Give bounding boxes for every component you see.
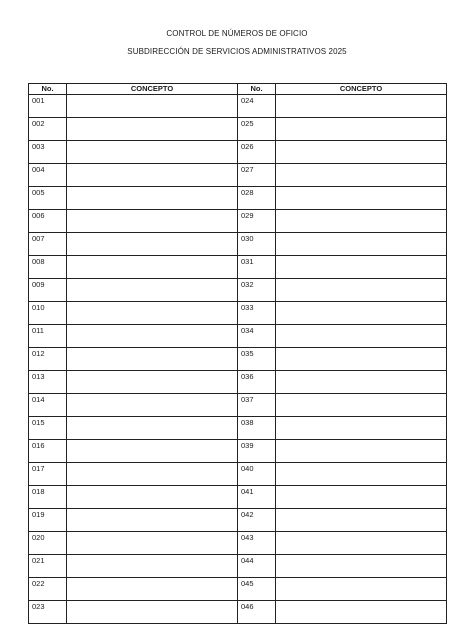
- row-number-cell: 004: [29, 164, 67, 187]
- table-row: [29, 601, 447, 624]
- concept-cell[interactable]: [276, 417, 447, 440]
- concept-cell[interactable]: [276, 210, 447, 233]
- table-header-row: [29, 84, 447, 95]
- concept-cell[interactable]: [67, 555, 238, 578]
- row-number-cell: 042: [238, 509, 276, 532]
- concept-cell[interactable]: [276, 256, 447, 279]
- row-number-cell: 034: [238, 325, 276, 348]
- row-number-cell: 032: [238, 279, 276, 302]
- row-number-cell: 018: [29, 486, 67, 509]
- concept-cell[interactable]: [67, 233, 238, 256]
- row-number-cell: 023: [29, 601, 67, 624]
- table-row: [29, 509, 447, 532]
- row-number-cell: 010: [29, 302, 67, 325]
- row-number-cell: 046: [238, 601, 276, 624]
- concept-cell[interactable]: [67, 440, 238, 463]
- row-number-cell: 038: [238, 417, 276, 440]
- concept-cell[interactable]: [276, 348, 447, 371]
- table-row: [29, 210, 447, 233]
- concept-cell[interactable]: [276, 509, 447, 532]
- table-row: [29, 141, 447, 164]
- concept-cell[interactable]: [67, 118, 238, 141]
- concept-cell[interactable]: [276, 95, 447, 118]
- table-row: [29, 164, 447, 187]
- row-number-cell: 024: [238, 95, 276, 118]
- concept-cell[interactable]: [67, 348, 238, 371]
- office-numbers-table: [28, 83, 447, 624]
- row-number-cell: 040: [238, 463, 276, 486]
- concept-cell[interactable]: [276, 141, 447, 164]
- row-number-cell: 007: [29, 233, 67, 256]
- row-number-cell: 001: [29, 95, 67, 118]
- concept-cell[interactable]: [67, 95, 238, 118]
- row-number-cell: 027: [238, 164, 276, 187]
- concept-cell[interactable]: [276, 463, 447, 486]
- row-number-cell: 013: [29, 371, 67, 394]
- table-row: [29, 555, 447, 578]
- row-number-cell: 020: [29, 532, 67, 555]
- row-number-cell: 012: [29, 348, 67, 371]
- table-row: [29, 417, 447, 440]
- row-number-cell: 011: [29, 325, 67, 348]
- table-row: [29, 440, 447, 463]
- row-number-cell: 037: [238, 394, 276, 417]
- table-row: [29, 325, 447, 348]
- row-number-cell: 031: [238, 256, 276, 279]
- row-number-cell: 005: [29, 187, 67, 210]
- concept-cell[interactable]: [276, 440, 447, 463]
- column-header-no-right: No.: [238, 84, 276, 95]
- concept-cell[interactable]: [276, 371, 447, 394]
- concept-cell[interactable]: [276, 532, 447, 555]
- column-header-concept-right: CONCEPTO: [276, 84, 447, 95]
- concept-cell[interactable]: [67, 256, 238, 279]
- concept-cell[interactable]: [67, 463, 238, 486]
- row-number-cell: 045: [238, 578, 276, 601]
- concept-cell[interactable]: [67, 325, 238, 348]
- row-number-cell: 029: [238, 210, 276, 233]
- table-row: [29, 371, 447, 394]
- table-row: [29, 256, 447, 279]
- row-number-cell: 008: [29, 256, 67, 279]
- row-number-cell: 026: [238, 141, 276, 164]
- table-row: [29, 486, 447, 509]
- row-number-cell: 033: [238, 302, 276, 325]
- concept-cell[interactable]: [276, 394, 447, 417]
- concept-cell[interactable]: [67, 578, 238, 601]
- concept-cell[interactable]: [67, 210, 238, 233]
- row-number-cell: 021: [29, 555, 67, 578]
- concept-cell[interactable]: [276, 325, 447, 348]
- row-number-cell: 014: [29, 394, 67, 417]
- row-number-cell: 009: [29, 279, 67, 302]
- concept-cell[interactable]: [67, 302, 238, 325]
- row-number-cell: 041: [238, 486, 276, 509]
- concept-cell[interactable]: [67, 486, 238, 509]
- table-row: [29, 233, 447, 256]
- table-row: [29, 302, 447, 325]
- row-number-cell: 022: [29, 578, 67, 601]
- table-row: [29, 463, 447, 486]
- row-number-cell: 030: [238, 233, 276, 256]
- table-row: [29, 532, 447, 555]
- table-row: [29, 394, 447, 417]
- concept-cell[interactable]: [67, 141, 238, 164]
- row-number-cell: 017: [29, 463, 67, 486]
- row-number-cell: 003: [29, 141, 67, 164]
- row-number-cell: 035: [238, 348, 276, 371]
- concept-cell[interactable]: [67, 417, 238, 440]
- concept-cell[interactable]: [67, 187, 238, 210]
- document-title: CONTROL DE NÚMEROS DE OFICIO: [166, 29, 308, 38]
- concept-cell[interactable]: [276, 486, 447, 509]
- row-number-cell: 016: [29, 440, 67, 463]
- concept-cell[interactable]: [276, 555, 447, 578]
- row-number-cell: 025: [238, 118, 276, 141]
- concept-cell[interactable]: [67, 371, 238, 394]
- concept-cell[interactable]: [276, 578, 447, 601]
- table-row: [29, 95, 447, 118]
- concept-cell[interactable]: [67, 394, 238, 417]
- table-row: [29, 348, 447, 371]
- concept-cell[interactable]: [276, 601, 447, 624]
- column-header-no-left: No.: [29, 84, 67, 95]
- concept-cell[interactable]: [276, 233, 447, 256]
- concept-cell[interactable]: [67, 164, 238, 187]
- concept-cell[interactable]: [276, 164, 447, 187]
- row-number-cell: 019: [29, 509, 67, 532]
- concept-cell[interactable]: [67, 279, 238, 302]
- table-body: [29, 95, 447, 624]
- concept-cell[interactable]: [276, 118, 447, 141]
- document-subtitle: SUBDIRECCIÓN DE SERVICIOS ADMINISTRATIVOS 2025: [127, 47, 347, 56]
- row-number-cell: 006: [29, 210, 67, 233]
- row-number-cell: 002: [29, 118, 67, 141]
- row-number-cell: 015: [29, 417, 67, 440]
- concept-cell[interactable]: [276, 279, 447, 302]
- concept-cell[interactable]: [67, 509, 238, 532]
- column-header-concept-left: CONCEPTO: [67, 84, 238, 95]
- table-row: [29, 279, 447, 302]
- table-row: [29, 578, 447, 601]
- concept-cell[interactable]: [67, 601, 238, 624]
- table-row: [29, 187, 447, 210]
- row-number-cell: 039: [238, 440, 276, 463]
- row-number-cell: 036: [238, 371, 276, 394]
- row-number-cell: 028: [238, 187, 276, 210]
- concept-cell[interactable]: [276, 302, 447, 325]
- concept-cell[interactable]: [67, 532, 238, 555]
- table-row: [29, 118, 447, 141]
- row-number-cell: 043: [238, 532, 276, 555]
- concept-cell[interactable]: [276, 187, 447, 210]
- row-number-cell: 044: [238, 555, 276, 578]
